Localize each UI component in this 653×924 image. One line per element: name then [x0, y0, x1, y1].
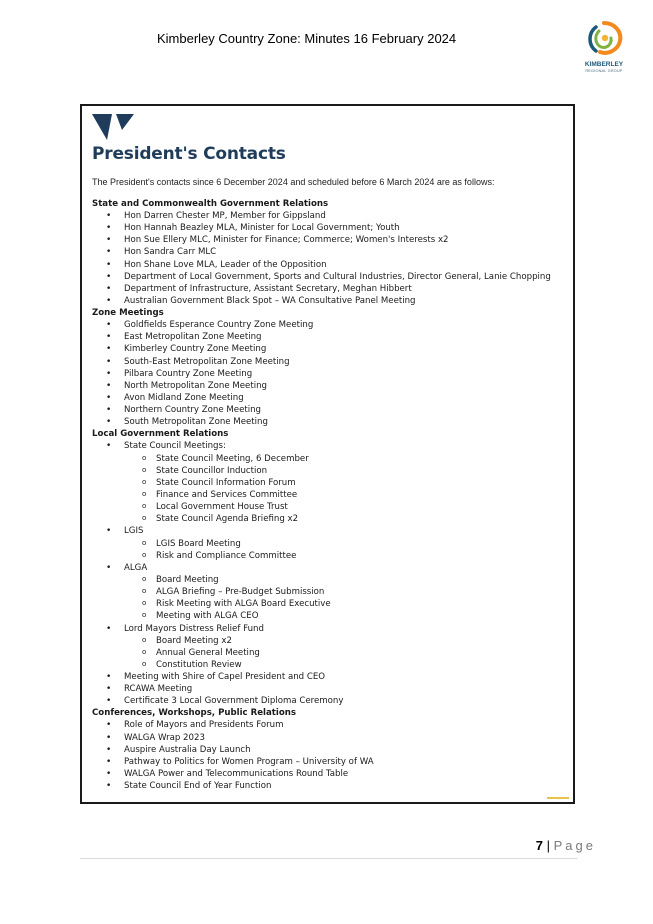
sub-list-item: o Finance and Services Committee [92, 489, 570, 501]
list-item: • ALGA [92, 562, 570, 574]
list-item: • Auspire Australia Day Launch [92, 744, 570, 756]
page-number-value: 7 [535, 838, 544, 853]
sub-list-item: o Meeting with ALGA CEO [92, 610, 570, 622]
list-item: • Goldfields Esperance Country Zone Meeting [92, 319, 570, 331]
kimberley-logo-icon [582, 17, 626, 61]
section-heading: Zone Meetings [92, 308, 164, 319]
list-item: • Kimberley Country Zone Meeting [92, 343, 570, 355]
sub-list-item: o LGIS Board Meeting [92, 538, 570, 550]
list-item: • North Metropolitan Zone Meeting [92, 380, 570, 392]
footer-divider [80, 858, 577, 859]
sub-list-item: o Constitution Review [92, 659, 570, 671]
list-item: • South-East Metropolitan Zone Meeting [92, 356, 570, 368]
sub-list-item: o Risk Meeting with ALGA Board Executive [92, 598, 570, 610]
walga-logo-icon [92, 114, 134, 140]
list-item: • WALGA Power and Telecommunications Round Table [92, 768, 570, 780]
list-item: • WALGA Wrap 2023 [92, 732, 570, 744]
document-header [0, 0, 653, 90]
sub-list-item: o State Councillor Induction [92, 465, 570, 477]
logo-wordmark: KIMBERLEY [584, 61, 624, 68]
list-item: • Avon Midland Zone Meeting [92, 392, 570, 404]
sub-list-item: o State Council Information Forum [92, 477, 570, 489]
page-label: Page [553, 838, 596, 853]
list-item: • Australian Government Black Spot – WA Consultative Panel Meeting [92, 295, 570, 307]
list-item: • Department of Local Government, Sports and Cultural Industries, Director General, Lanie Chopping [92, 271, 570, 283]
page-number [536, 838, 596, 853]
sub-list-item: o Board Meeting x2 [92, 635, 570, 647]
sub-list-item: o Annual General Meeting [92, 647, 570, 659]
list-item: • RCAWA Meeting [92, 683, 570, 695]
list-item: • Hon Sue Ellery MLC, Minister for Finance; Commerce; Women's Interests x2 [92, 234, 570, 246]
list-item: • East Metropolitan Zone Meeting [92, 331, 570, 343]
contacts-list [92, 198, 570, 792]
sub-list-item: o State Council Meeting, 6 December [92, 453, 570, 465]
list-item: • Certificate 3 Local Government Diploma Ceremony [92, 695, 570, 707]
document-title: Kimberley Country Zone: Minutes 16 February 2024 [157, 31, 457, 46]
list-item: • Meeting with Shire of Capel President and CEO [92, 671, 570, 683]
logo-subtitle: REGIONAL GROUP [585, 69, 623, 73]
list-item: • Role of Mayors and Presidents Forum [92, 719, 570, 731]
list-item: • State Council End of Year Function [92, 780, 570, 792]
sub-list-item: o Risk and Compliance Committee [92, 550, 570, 562]
sub-list-item: o Local Government House Trust [92, 501, 570, 513]
page-number-separator: | [543, 838, 554, 853]
presidents-contacts-page [80, 104, 575, 804]
list-item: • South Metropolitan Zone Meeting [92, 416, 570, 428]
list-item: • State Council Meetings: [92, 440, 570, 452]
list-item: • Pathway to Politics for Women Program – University of WA [92, 756, 570, 768]
list-item: • LGIS [92, 525, 570, 537]
list-item: • Department of Infrastructure, Assistant Secretary, Meghan Hibbert [92, 283, 570, 295]
kimberley-logo [574, 17, 634, 81]
section-heading: State and Commonwealth Government Relations [92, 199, 329, 209]
page-title: President's Contacts [92, 144, 286, 164]
sub-list-item: o State Council Agenda Briefing x2 [92, 513, 570, 525]
list-item: • Lord Mayors Distress Relief Fund [92, 623, 570, 635]
page-corner-mark [547, 797, 569, 799]
list-item: • Hon Sandra Carr MLC [92, 246, 570, 258]
list-item: • Hon Shane Love MLA, Leader of the Opposition [92, 259, 570, 271]
list-item: • Hon Darren Chester MP, Member for Gippsland [92, 210, 570, 222]
sub-list-item: o ALGA Briefing – Pre-Budget Submission [92, 586, 570, 598]
list-item: • Pilbara Country Zone Meeting [92, 368, 570, 380]
section-heading: Local Government Relations [92, 429, 229, 440]
list-item: • Northern Country Zone Meeting [92, 404, 570, 416]
list-item: • Hon Hannah Beazley MLA, Minister for Local Government; Youth [92, 222, 570, 234]
intro-text: The President's contacts since 6 December 2024 and scheduled before 6 March 2024 are as follows: [92, 177, 495, 187]
sub-list-item: o Board Meeting [92, 574, 570, 586]
section-heading: Conferences, Workshops, Public Relations [92, 708, 296, 719]
